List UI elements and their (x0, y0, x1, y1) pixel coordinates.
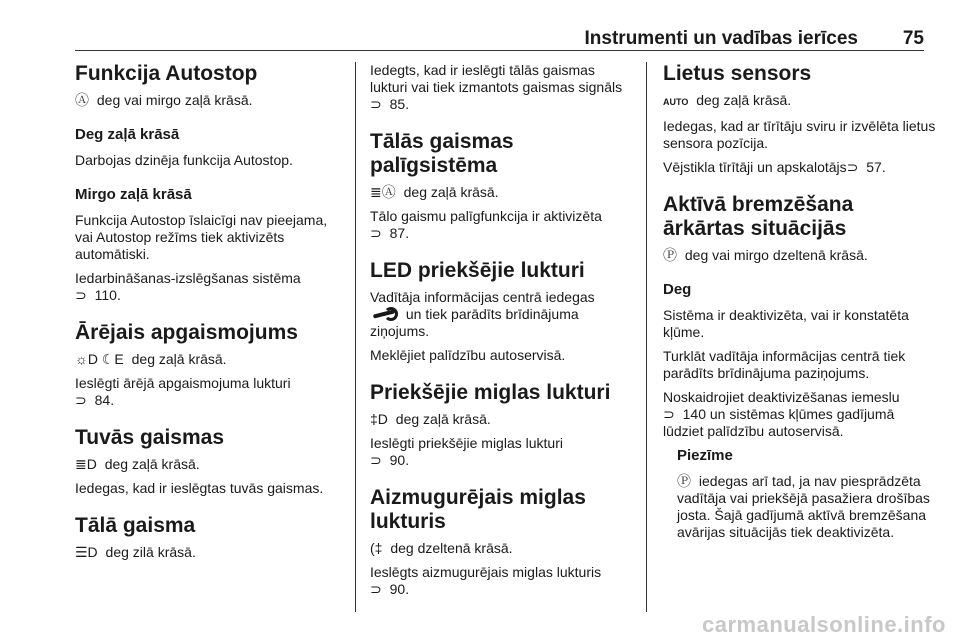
heading-low-beam: Tuvās gaismas (75, 426, 225, 449)
watermark: carmanualsonline.info (702, 612, 946, 637)
chapter-title: Instrumenti un vadības ierīces (584, 28, 858, 49)
reference-arrow-icon: ⊃ (846, 159, 859, 175)
reference-arrow-icon: ⊃ (663, 406, 675, 422)
high-beam-p1-ref[interactable]: 85. (385, 96, 410, 112)
led-p1 (370, 289, 635, 340)
subheading-on: Deg (663, 281, 692, 298)
brake-p2: Turklāt vadītāja informācijas centrā tiek parādīts brīdinājuma paziņojums. (663, 348, 906, 381)
rain-p2-text: Vējstikla tīrītāji un apskalotājs (663, 159, 847, 175)
rear-fog-p1-ref[interactable]: 90. (385, 581, 410, 597)
hba-status-text: deg zaļā krāsā. (399, 184, 499, 200)
reference-arrow-icon: ⊃ (370, 452, 382, 468)
brake-p3-ref[interactable]: 140 un sistēmas kļūmes gadījumā lūdziet palīdzību autoservisā. (663, 406, 895, 439)
brake-p3 (663, 389, 936, 440)
autostop-p1: Darbojas dzinēja funkcija Autostop. (75, 152, 293, 168)
low-beam-status-text: deg zaļā krāsā. (100, 456, 200, 472)
high-beam-p1 (370, 62, 635, 113)
front-fog-status (370, 411, 635, 428)
reference-arrow-icon: ⊃ (75, 392, 87, 408)
front-fog-p1 (370, 435, 635, 469)
reference-arrow-icon: ⊃ (75, 287, 87, 303)
heading-exterior-lights: Ārējais apgaismojums (75, 321, 298, 344)
heading-rain-sensor: Lietus sensors (663, 62, 812, 85)
exterior-p1-text: Ieslēgti ārējā apgaismojuma lukturi (75, 375, 291, 391)
column-2 (355, 62, 635, 612)
heading-high-beam: Tālā gaisma (75, 514, 196, 537)
autostop-p3 (75, 270, 345, 304)
wrench-icon (370, 309, 398, 319)
autostop-p3-text: Iedarbināšanas-izslēgšanas sistēma (75, 270, 301, 286)
brake-p3-text: Noskaidrojiet deaktivizēšanas iemeslu (663, 389, 900, 405)
brake-p1: Sistēma ir deaktivizēta, vai ir konstatēta kļūme. (663, 307, 909, 340)
exterior-p1 (75, 375, 345, 409)
column-3 (646, 62, 936, 612)
subheading-green-on: Deg zaļā krāsā (75, 126, 180, 143)
column-1 (75, 62, 345, 612)
led-p1-text-b: un tiek parādīts brīdinājuma ziņojums. (370, 306, 579, 339)
rear-fog-icon: (‡ (370, 540, 383, 556)
reference-arrow-icon: ⊃ (370, 581, 382, 597)
hba-p1 (370, 208, 635, 242)
low-beam-icon: ≣D (75, 456, 97, 472)
rain-p2 (663, 159, 936, 176)
front-fog-icon: ‡D (370, 411, 388, 427)
rear-fog-status (370, 540, 635, 557)
low-beam-p1: Iedegas, kad ir ieslēgtas tuvās gaismas. (75, 480, 324, 496)
hba-p1-text: Tālo gaismu palīgfunkcija ir aktivizēta (370, 208, 602, 224)
brake-status-text: deg vai mirgo dzeltenā krāsā. (681, 247, 868, 263)
brake-icon: Ⓟ (677, 473, 691, 489)
high-beam-status (75, 544, 345, 561)
high-beam-status-text: deg zilā krāsā. (101, 544, 196, 560)
reference-arrow-icon: ⊃ (370, 96, 382, 112)
note-text (677, 473, 936, 541)
rain-status (663, 92, 936, 111)
led-p1-text-a: Vadītāja informācijas centrā iedegas (370, 289, 595, 305)
page-header (75, 28, 924, 51)
exterior-status-text: deg zaļā krāsā. (127, 351, 227, 367)
heading-rear-fog: Aizmugurējais miglas lukturis (370, 486, 586, 533)
heading-high-beam-assist: Tālās gaismas palīgsistēma (370, 130, 514, 177)
autostop-icon: Ⓐ (75, 92, 89, 108)
rain-status-text: deg zaļā krāsā. (692, 92, 792, 108)
high-beam-icon: ☰D (75, 544, 98, 560)
front-fog-p1-text: Ieslēgti priekšējie miglas lukturi (370, 435, 563, 451)
subheading-green-blink: Mirgo zaļā krāsā (75, 186, 192, 203)
brake-status (663, 247, 936, 264)
page-number: 75 (902, 28, 924, 49)
rear-fog-p1-text: Ieslēgts aizmugurējais miglas lukturis (370, 564, 602, 580)
autostop-p3-ref[interactable]: 110. (90, 287, 121, 303)
high-beam-p1-text: Iedegts, kad ir ieslēgti tālās gaismas lukturi vai tiek izmantots gaismas signāls (370, 62, 623, 95)
note-title: Piezīme (677, 447, 733, 464)
front-fog-status-text: deg zaļā krāsā. (391, 411, 491, 427)
rear-fog-status-text: deg dzeltenā krāsā. (386, 540, 513, 556)
heading-autostop: Funkcija Autostop (75, 62, 258, 85)
rain-sensor-icon: AUTO (663, 97, 689, 107)
led-p2: Meklējiet palīdzību autoservisā. (370, 347, 566, 363)
hba-p1-ref[interactable]: 87. (385, 225, 410, 241)
heading-front-fog: Priekšējie miglas lukturi (370, 381, 611, 404)
rear-fog-p1 (370, 564, 635, 598)
note-box (677, 447, 936, 541)
exterior-lights-icon: ☼D ☾E (75, 351, 124, 367)
rain-p1: Iedegas, kad ar tīrītāju sviru ir izvēlēta lietus sensora pozīcija. (663, 118, 936, 151)
reference-arrow-icon: ⊃ (370, 225, 382, 241)
high-beam-assist-icon: ≣Ⓐ (370, 184, 396, 200)
heading-led-headlights: LED priekšējie lukturi (370, 259, 585, 282)
heading-emergency-braking: Aktīvā bremzēšana ārkārtas situācijās (663, 193, 854, 240)
autostop-p2: Funkcija Autostop īslaicīgi nav pieejama, vai Autostop režīms tiek aktivizēts automātiski. (75, 212, 328, 262)
note-text-body: iedegas arī tad, ja nav piesprādzēta vadītāja vai priekšējā pasažiera drošības josta. Šajā gadījumā aktīvā bremzēšana avārijas situācijās tiek deaktivizēta. (677, 473, 930, 540)
hba-status (370, 184, 635, 201)
exterior-status (75, 351, 345, 368)
autostop-status (75, 92, 345, 109)
exterior-p1-ref[interactable]: 84. (90, 392, 115, 408)
brake-icon: Ⓟ (663, 247, 677, 263)
low-beam-status (75, 456, 345, 473)
rain-p2-ref[interactable]: 57. (862, 159, 886, 175)
front-fog-p1-ref[interactable]: 90. (385, 452, 410, 468)
autostop-status-text: deg vai mirgo zaļā krāsā. (93, 92, 253, 108)
